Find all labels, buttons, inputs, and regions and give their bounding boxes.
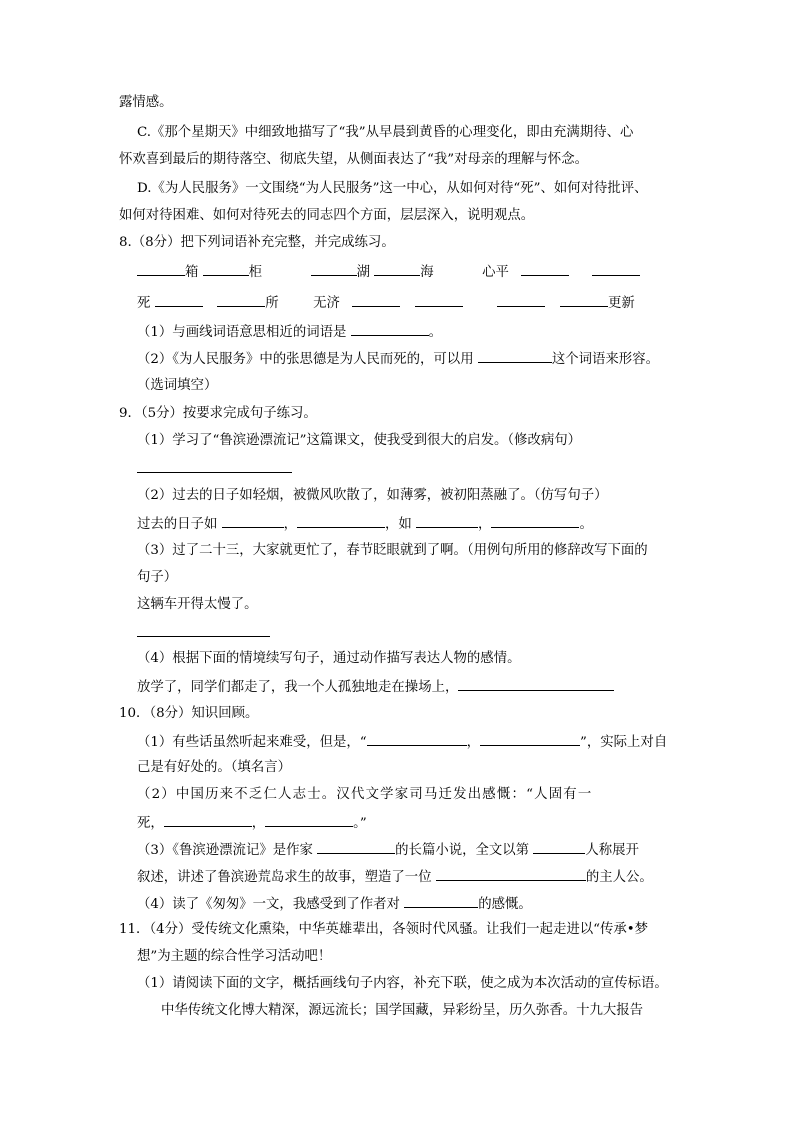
answer-line[interactable] (458, 677, 614, 691)
q9-sub3-answer (137, 623, 270, 643)
blank[interactable] (311, 262, 357, 276)
word-char: 所 (265, 296, 279, 311)
blank[interactable] (222, 514, 284, 528)
option-c-line1: C.《那个星期天》中细致地描写了“我”从早晨到黄昏的心理变化，即由充满期待、心 (137, 125, 634, 140)
word-char: 更新 (608, 296, 635, 311)
q11-sub1: （1）请阅读下面的文字，概括画线句子内容，补充下联，使之成为本次活动的宣传标语。 (137, 976, 668, 991)
q9-sub1-answer (137, 459, 292, 479)
option-d-line1: D.《为人民服务》一文围绕“为人民服务”这一中心，从如何对待“死”、如何对待批评、 (137, 181, 648, 196)
blank[interactable] (297, 514, 385, 528)
q10-title: 10．（8分）知识回顾。 (119, 706, 259, 721)
word-char: 箱 (185, 265, 199, 280)
q11-title: 11．（4分）受传统文化熏染，中华英雄辈出，各领时代风骚。让我们一起走进以“传承•梦 (119, 922, 649, 937)
blank[interactable] (592, 262, 640, 276)
q9-sub4-answer: 放学了，同学们都走了，我一个人孤独地走在操场上， (137, 677, 614, 697)
q11-title-cont: 想”为主题的综合性学习活动吧！ (137, 949, 332, 964)
q9-sub3: （3）过了二十三，大家就更忙了，春节眨眼就到了啊。（用例句所用的修辞改写下面的 (137, 543, 648, 558)
blank[interactable] (137, 262, 185, 276)
q10-sub1-cont: 己是有好处的。（填名言） (137, 760, 291, 775)
q8-sub2-note: （选词填空） (137, 378, 218, 393)
blank[interactable] (351, 322, 429, 336)
q9-sub4: （4）根据下面的情境续写句子，通过动作描写表达人物的感情。 (137, 651, 521, 666)
blank[interactable] (317, 840, 395, 854)
blank[interactable] (415, 293, 463, 307)
word-char: 无济 (313, 296, 340, 311)
option-d-line2: 如何对待困难、如何对待死去的同志四个方面，层层深入，说明观点。 (119, 208, 535, 223)
q9-sub2: （2）过去的日子如轻烟，被微风吹散了，如薄雾，被初阳蒸融了。（仿写句子） (137, 488, 608, 503)
q8-row1 (137, 262, 640, 282)
blank[interactable] (155, 293, 203, 307)
q8-title: 8.（8分）把下列词语补充完整，并完成练习。 (119, 235, 395, 250)
blank[interactable] (203, 262, 249, 276)
q10-sub2-answer: 死， ， 。” (137, 813, 367, 833)
q9-sub3-cont: 句子） (137, 570, 178, 585)
q8-sub1: （1）与画线词语意思相近的词语是 。 (137, 322, 442, 342)
q10-sub1: （1）有些话虽然听起来难受，但是，“ ， ”，实际上对自 (137, 732, 667, 752)
blank[interactable] (265, 813, 353, 827)
q8-row2 (137, 293, 635, 313)
answer-line[interactable] (137, 623, 270, 637)
blank[interactable] (404, 894, 478, 908)
blank[interactable] (436, 867, 586, 881)
q11-passage: 中华传统文化博大精深，源远流长；国学国藏，异彩纷呈，历久弥香。十九大报告 (161, 1003, 644, 1018)
q9-sub3-sentence: 这辆车开得太慢了。 (137, 597, 258, 612)
blank[interactable] (374, 262, 420, 276)
q9-sub2-answer: 过去的日子如 ， ，如 ， 。 (137, 514, 593, 534)
q10-sub3-cont: 叙述，讲述了鲁滨逊荒岛求生的故事，塑造了一位 的主人公。 (137, 867, 653, 887)
blank[interactable] (478, 349, 552, 363)
word-char: 海 (420, 265, 434, 280)
blank[interactable] (367, 732, 467, 746)
option-c-line2: 怀欢喜到最后的期待落空、彻底失望，从侧面表达了“我”对母亲的理解与怀念。 (119, 152, 588, 167)
answer-line[interactable] (137, 459, 292, 473)
blank[interactable] (352, 293, 400, 307)
word-char: 湖 (356, 265, 370, 280)
blank[interactable] (521, 262, 569, 276)
q10-sub3: （3）《鲁滨逊漂流记》是作家 的长篇小说，全文以第 人称展开 (137, 840, 639, 860)
blank[interactable] (491, 514, 579, 528)
q9-sub1: （1）学习了“鲁滨逊漂流记”这篇课文，使我受到很大的启发。（修改病句） (137, 433, 582, 448)
q8-sub2: （2）《为人民服务》中的张思德是为人民而死的，可以用 这个词语来形容。 (137, 349, 659, 369)
blank[interactable] (497, 293, 545, 307)
q10-sub2: （2）中国历来不乏仁人志士。汉代文学家司马迁发出感慨：“人固有一 (137, 787, 593, 802)
blank[interactable] (164, 813, 252, 827)
q10-sub4: （4）读了《匆匆》一文，我感受到了作者对 的感慨。 (137, 894, 532, 914)
word-char: 死 (137, 296, 151, 311)
text-line: 露情感。 (119, 95, 173, 110)
q9-title: 9．（5分）按要求完成句子练习。 (119, 406, 317, 421)
word-char: 柜 (248, 265, 263, 280)
blank[interactable] (217, 293, 265, 307)
blank[interactable] (416, 514, 478, 528)
blank[interactable] (533, 840, 585, 854)
word-char: 心平 (482, 265, 509, 280)
blank[interactable] (560, 293, 608, 307)
blank[interactable] (480, 732, 580, 746)
